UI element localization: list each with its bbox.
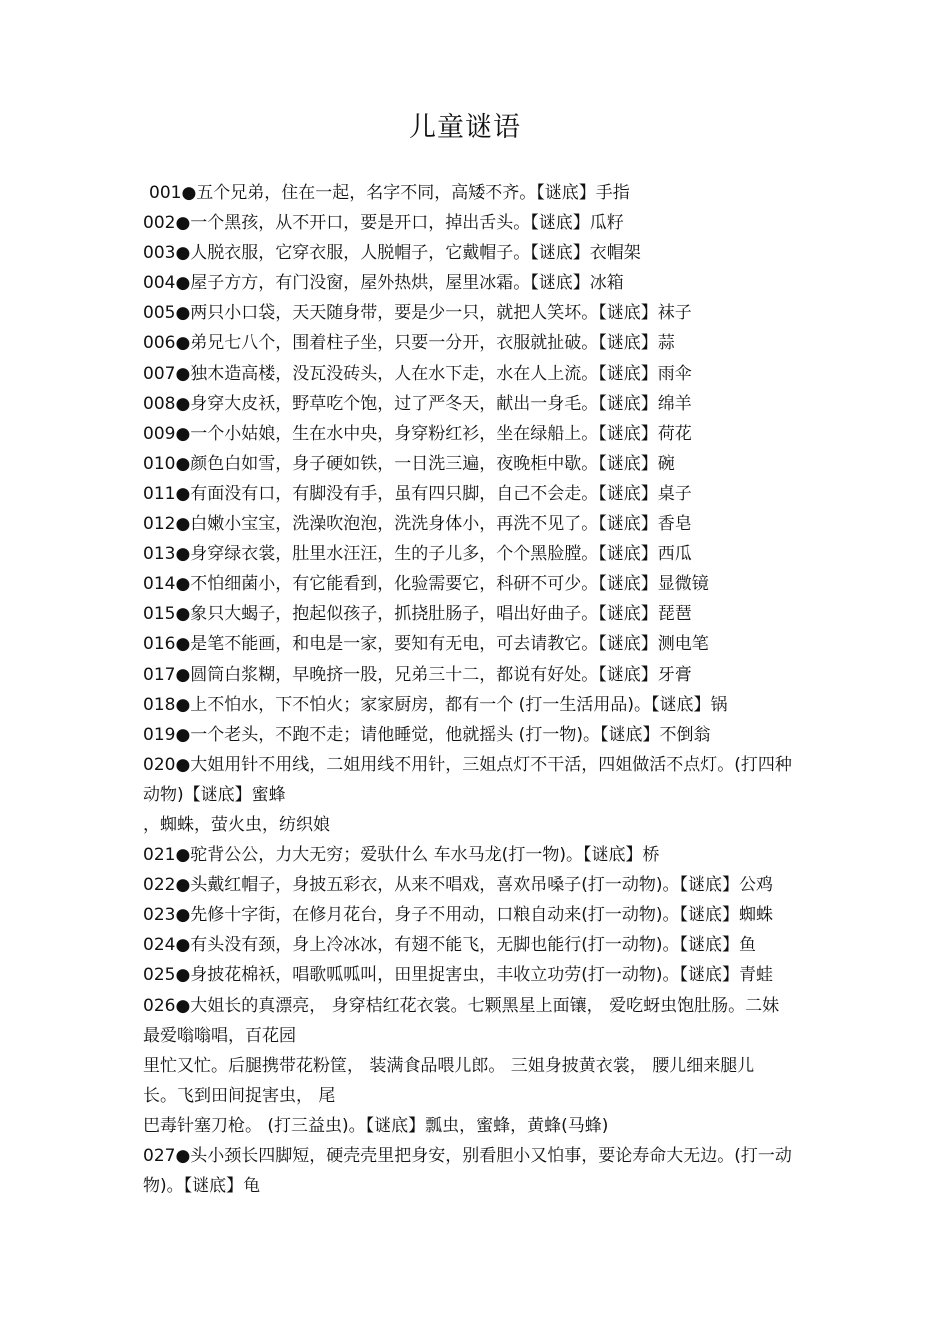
riddle-line: 014●不怕细菌小，有它能看到，化验需要它，科研不可少。【谜底】显微镜: [143, 574, 709, 595]
riddle-line: 物)。【谜底】龟: [143, 1176, 261, 1197]
riddle-line: 024●有头没有颈，身上冷冰冰，有翅不能飞，无脚也能行(打一动物)。【谜底】鱼: [143, 935, 757, 956]
riddle-line: 003●人脱衣服，它穿衣服，人脱帽子，它戴帽子。【谜底】衣帽架: [143, 243, 641, 264]
riddle-line: 长。飞到田间捉害虫， 尾: [143, 1085, 336, 1106]
riddle-line: 020●大姐用针不用线，二姐用线不用针，三姐点灯不干活，四姐做活不点灯。(打四种: [143, 754, 792, 775]
riddle-line: 004●屋子方方，有门没窗，屋外热烘，屋里冰霜。【谜底】冰箱: [143, 273, 624, 294]
riddle-line: 012●白嫩小宝宝，洗澡吹泡泡，洗洗身体小，再洗不见了。【谜底】香皂: [143, 514, 692, 535]
riddle-line: 022●头戴红帽子，身披五彩衣，从来不唱戏，喜欢吊嗓子(打一动物)。【谜底】公鸡: [143, 875, 774, 896]
riddle-line: 023●先修十字街，在修月花台，身子不用动，口粮自动来(打一动物)。【谜底】蜘蛛: [143, 905, 774, 926]
riddle-line: 018●上不怕水，下不怕火；家家厨房，都有一个 (打一生活用品)。【谜底】锅: [143, 694, 728, 715]
riddle-line: 009●一个小姑娘，生在水中央，身穿粉红衫，坐在绿船上。【谜底】荷花: [143, 423, 692, 444]
riddle-line: 最爱嗡嗡唱，百花园: [143, 1025, 296, 1046]
riddle-line: 010●颜色白如雪，身子硬如铁，一日洗三遍，夜晚柜中歇。【谜底】碗: [143, 453, 675, 474]
riddle-line: 026●大姐长的真漂亮， 身穿桔红花衣裳。七颗黑星上面镶， 爱吃蚜虫饱肚肠。二妹: [143, 995, 780, 1016]
riddle-line: 007●独木造高楼，没瓦没砖头，人在水下走，水在人上流。【谜底】雨伞: [143, 363, 692, 384]
riddle-line: 017●圆筒白浆糊，早晚挤一股，兄弟三十二，都说有好处。【谜底】牙膏: [143, 664, 692, 685]
riddle-line: 019●一个老头，不跑不走；请他睡觉，他就摇头 (打一物)。【谜底】不倒翁: [143, 724, 711, 745]
riddle-line: 025●身披花棉袄，唱歌呱呱叫，田里捉害虫，丰收立功劳(打一动物)。【谜底】青蛙: [143, 965, 774, 986]
riddle-line: 巴毒针塞刀枪。 (打三益虫)。【谜底】瓢虫，蜜蜂，黄蜂(马蜂): [143, 1115, 609, 1136]
page-title: 儿童谜语: [409, 112, 521, 143]
riddle-line: 021●驼背公公，力大无穷；爱驮什么 车水马龙(打一物)。【谜底】桥: [143, 845, 660, 866]
riddle-line: 008●身穿大皮袄，野草吃个饱，过了严冬天，献出一身毛。【谜底】绵羊: [143, 393, 692, 414]
riddle-line: 001●五个兄弟，住在一起，名字不同，高矮不齐。【谜底】手指: [149, 183, 630, 203]
riddle-line: 005●两只小口袋，天天随身带，要是少一只，就把人笑坏。【谜底】袜子: [143, 303, 692, 324]
riddle-line: 013●身穿绿衣裳，肚里水汪汪，生的子儿多，个个黑脸膛。【谜底】西瓜: [143, 544, 692, 565]
riddle-line: 016●是笔不能画，和电是一家，要知有无电，可去请教它。【谜底】测电笔: [143, 634, 709, 655]
riddle-line: 动物)【谜底】蜜蜂: [143, 784, 286, 805]
riddle-list: [143, 178, 815, 1201]
riddle-line: 011●有面没有口，有脚没有手，虽有四只脚，自己不会走。【谜底】桌子: [143, 483, 692, 504]
riddle-line: ，蜘蛛，萤火虫，纺织娘: [143, 814, 330, 835]
riddle-line: 006●弟兄七八个，围着柱子坐，只要一分开，衣服就扯破。【谜底】蒜: [143, 333, 675, 354]
riddle-line: 002●一个黑孩，从不开口，要是开口，掉出舌头。【谜底】瓜籽: [143, 213, 624, 234]
riddle-line: 015●象只大蝎子，抱起似孩子，抓挠肚肠子，唱出好曲子。【谜底】琵琶: [143, 604, 692, 625]
riddle-line: 里忙又忙。后腿携带花粉筐， 装满食品喂儿郎。 三姐身披黄衣裳， 腰儿细来腿儿: [143, 1055, 755, 1076]
riddle-line: 027●头小颈长四脚短，硬壳壳里把身安，别看胆小又怕事，要论寿命大无边。(打一动: [143, 1146, 792, 1166]
